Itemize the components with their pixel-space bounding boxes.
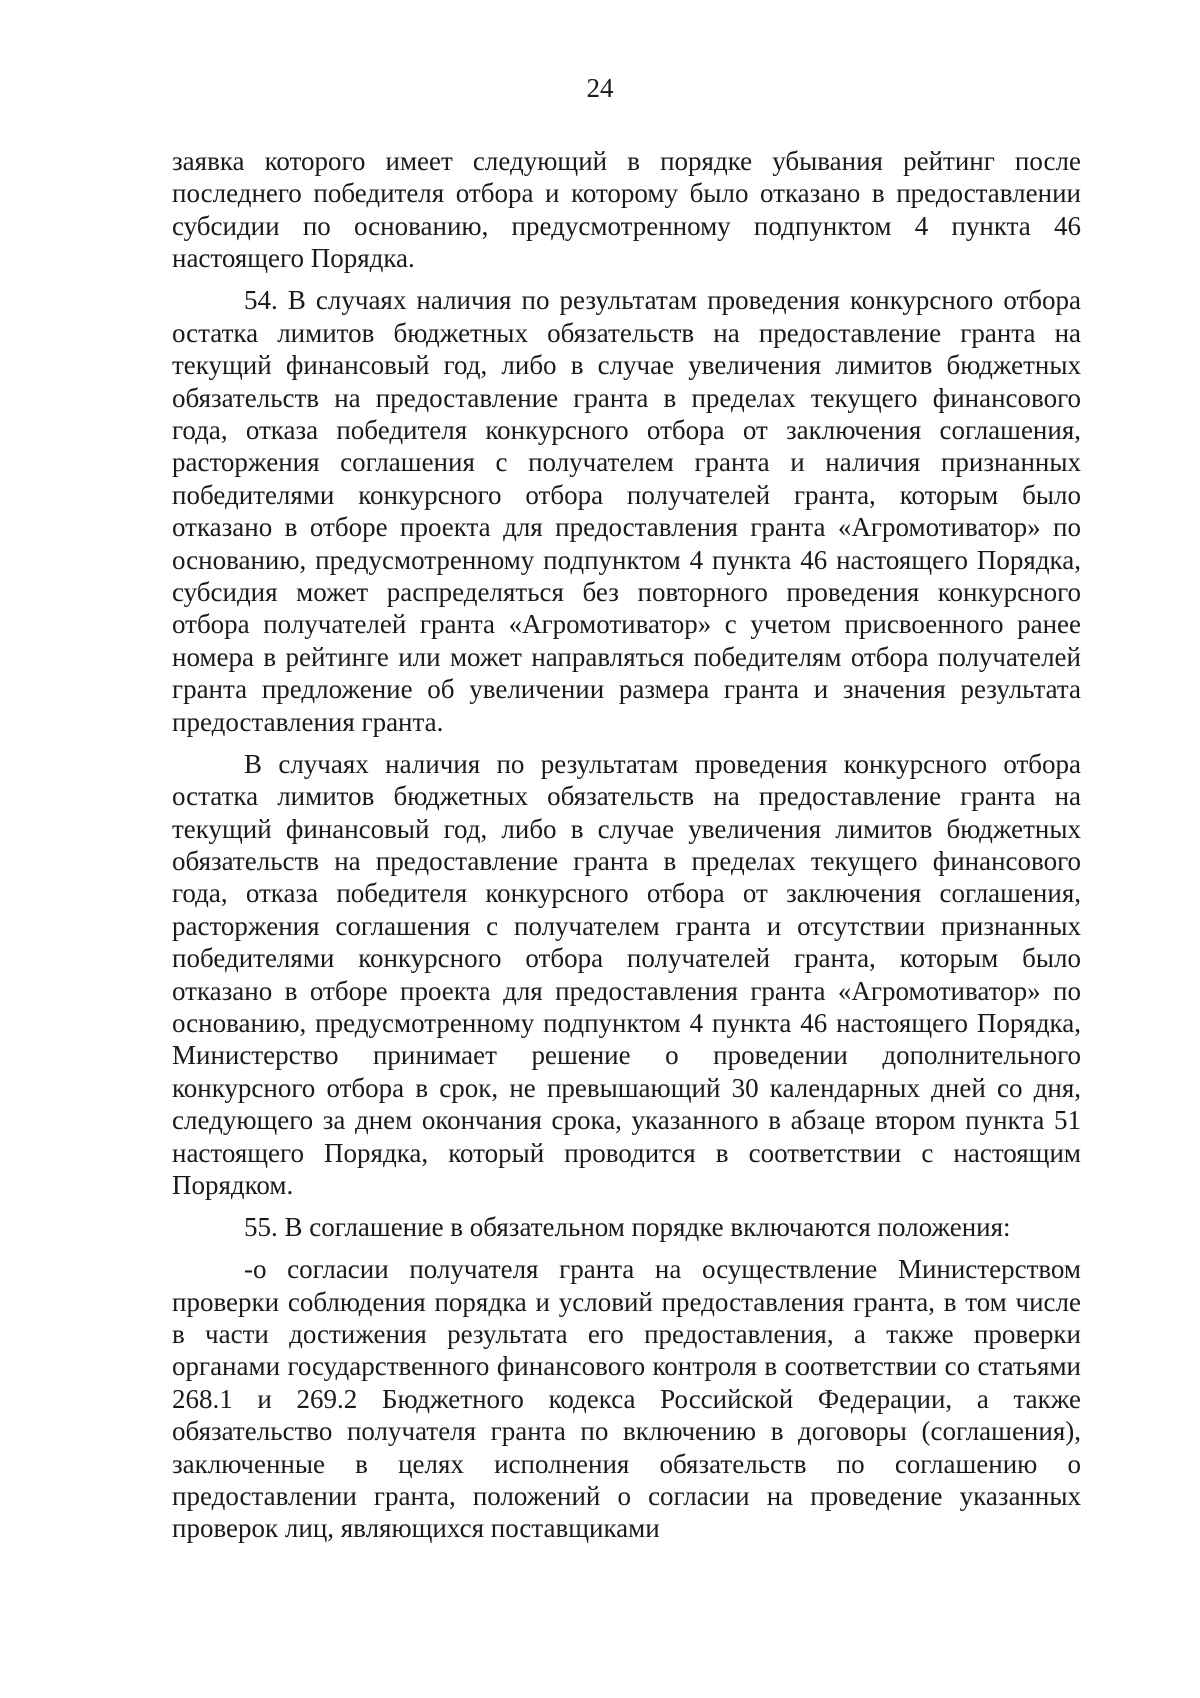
document-body [172, 145, 1081, 1545]
paragraph-54: 54. В случаях наличия по результатам проведения конкурсного отбора остатка лимитов бюджетных обязательств на предоставление гранта на текущий финансовый год, либо в случае увеличения лимитов бюджетных обязательств на предоставление гранта в пределах текущего финансового года, отказа победителя конкурсного отбора от заключения соглашения, расторжения соглашения с получателем гранта и наличия признанных победителями конкурсного отбора получателей гранта, которым было отказано в отборе проекта для предоставления гранта «Агромотиватор» по основанию, предусмотренному подпунктом 4 пункта 46 настоящего Порядка, субсидия может распределяться без повторного проведения конкурсного отбора получателей гранта «Агромотиватор» с учетом присвоенного ранее номера в рейтинге или может направляться победителям отбора получателей гранта предложение об увеличении размера гранта и значения результата предоставления гранта. [172, 285, 1081, 737]
paragraph-continuation: заявка которого имеет следующий в порядке убывания рейтинг после последнего победителя отбора и которому было отказано в предоставлении субсидии по основанию, предусмотренному подпунктом 4 пункта 46 настоящего Порядка. [172, 146, 1081, 274]
page-number: 24 [586, 73, 614, 103]
paragraph-54-second: В случаях наличия по результатам проведения конкурсного отбора остатка лимитов бюджетных обязательств на предоставление гранта на текущий финансовый год, либо в случае увеличения лимитов бюджетных обязательств на предоставление гранта в пределах текущего финансового года, отказа победителя конкурсного отбора от заключения соглашения, расторжения соглашения с получателем гранта и отсутствии признанных победителями конкурсного отбора получателей гранта, которым было отказано в отборе проекта для предоставления гранта «Агромотиватор» по основанию, предусмотренному подпунктом 4 пункта 46 настоящего Порядка, Министерство принимает решение о проведении дополнительного конкурсного отбора в срок, не превышающий 30 календарных дней со дня, следующего за днем окончания срока, указанного в абзаце втором пункта 51 настоящего Порядка, который проводится в соответствии с настоящим Порядком. [172, 748, 1081, 1200]
paragraph-55: 55. В соглашение в обязательном порядке включаются положения: [244, 1212, 1011, 1243]
paragraph-55-item: -о согласии получателя гранта на осуществление Министерством проверки соблюдения порядка и условий предоставления гранта, в том числе в части достижения результата его предоставления, а также проверки органами государственного финансового контроля в соответствии со статьями 268.1 и 269.2 Бюджетного кодекса Российской Федерации, а также обязательство получателя гранта по включению в договоры (соглашения), заключенные в целях исполнения обязательств по соглашению о предоставлении гранта, положений о согласии на проведение указанных проверок лиц, являющихся поставщиками [172, 1254, 1081, 1544]
